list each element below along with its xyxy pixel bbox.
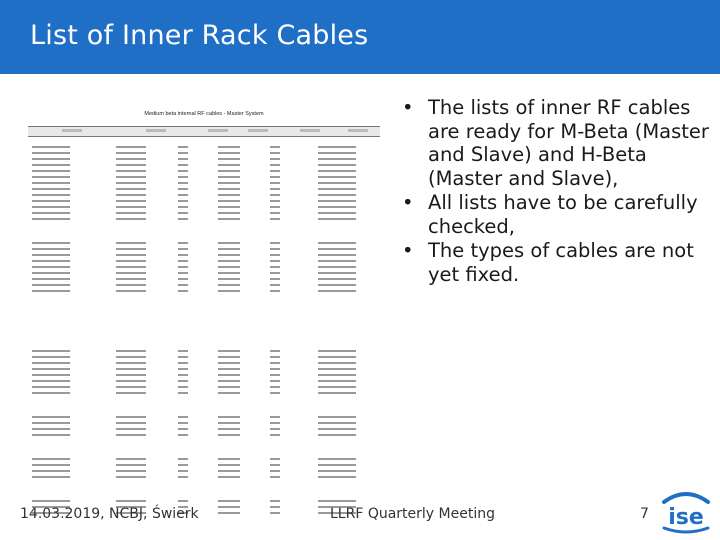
table-cell-placeholder — [218, 152, 240, 154]
table-caption: Medium beta internal RF cables - Master System — [144, 111, 264, 117]
table-cell-placeholder — [318, 416, 356, 418]
table-cell-placeholder — [270, 500, 280, 502]
table-cell-placeholder — [218, 476, 240, 478]
table-cell-placeholder — [270, 194, 280, 196]
table-cell-placeholder — [116, 374, 146, 376]
table-cell-placeholder — [178, 476, 188, 478]
table-cell-placeholder — [270, 392, 280, 394]
table-cell-placeholder — [318, 248, 356, 250]
table-cell-placeholder — [270, 350, 280, 352]
table-cell-placeholder — [318, 458, 356, 460]
table-cell-placeholder — [116, 272, 146, 274]
table-cell-placeholder — [116, 248, 146, 250]
table-cell-placeholder — [178, 194, 188, 196]
table-cell-placeholder — [318, 158, 356, 160]
table-cell-placeholder — [178, 422, 188, 424]
table-cell-placeholder — [32, 290, 70, 292]
table-cell-placeholder — [318, 152, 356, 154]
table-cell-placeholder — [32, 260, 70, 262]
table-cell-placeholder — [116, 266, 146, 268]
table-cell-placeholder — [218, 242, 240, 244]
table-cell-placeholder — [318, 266, 356, 268]
table-cell-placeholder — [178, 284, 188, 286]
table-cell-placeholder — [218, 422, 240, 424]
table-cell-placeholder — [270, 374, 280, 376]
table-cell-placeholder — [178, 350, 188, 352]
table-cell-placeholder — [218, 254, 240, 256]
table-cell-placeholder — [270, 146, 280, 148]
table-cell-placeholder — [178, 176, 188, 178]
table-cell-placeholder — [318, 392, 356, 394]
table-cell-placeholder — [116, 356, 146, 358]
table-cell-placeholder — [318, 470, 356, 472]
table-cell-placeholder — [178, 434, 188, 436]
table-cell-placeholder — [318, 170, 356, 172]
table-cell-placeholder — [116, 146, 146, 148]
table-cell-placeholder — [32, 194, 70, 196]
table-cell-placeholder — [178, 470, 188, 472]
title-bar — [0, 0, 720, 74]
table-cell-placeholder — [178, 170, 188, 172]
bullet-dot-icon: • — [402, 96, 414, 119]
table-cell-placeholder — [218, 176, 240, 178]
table-cell-placeholder — [318, 254, 356, 256]
table-cell-placeholder — [218, 500, 240, 502]
table-cell-placeholder — [218, 182, 240, 184]
table-cell-placeholder — [270, 242, 280, 244]
table-cell-placeholder — [116, 254, 146, 256]
table-cell-placeholder — [32, 368, 70, 370]
table-cell-placeholder — [270, 278, 280, 280]
table-cell-placeholder — [218, 416, 240, 418]
bullet-dot-icon: • — [402, 239, 414, 262]
table-cell-placeholder — [32, 422, 70, 424]
ise-logo — [658, 484, 714, 534]
table-cell-placeholder — [218, 272, 240, 274]
table-cell-placeholder — [32, 248, 70, 250]
table-cell-placeholder — [32, 434, 70, 436]
table-cell-placeholder — [218, 290, 240, 292]
table-cell-placeholder — [270, 206, 280, 208]
table-cell-placeholder — [116, 386, 146, 388]
table-cell-placeholder — [116, 476, 146, 478]
table-cell-placeholder — [218, 362, 240, 364]
table-header-cell-5 — [348, 129, 368, 132]
table-row — [28, 432, 380, 438]
table-cell-placeholder — [270, 428, 280, 430]
table-cell-placeholder — [116, 206, 146, 208]
table-cell-placeholder — [318, 278, 356, 280]
table-cell-placeholder — [116, 350, 146, 352]
table-cell-placeholder — [116, 380, 146, 382]
table-cell-placeholder — [218, 170, 240, 172]
table-cell-placeholder — [318, 164, 356, 166]
slide-title: List of Inner Rack Cables — [30, 20, 369, 51]
table-cell-placeholder — [218, 512, 240, 514]
table-cell-placeholder — [178, 392, 188, 394]
table-row — [28, 390, 380, 396]
table-cell-placeholder — [270, 506, 280, 508]
table-cell-placeholder — [178, 254, 188, 256]
table-header-cell-3 — [248, 129, 268, 132]
bullet-text: All lists have to be carefully checked, — [428, 191, 698, 238]
table-cell-placeholder — [270, 434, 280, 436]
table-cell-placeholder — [318, 260, 356, 262]
table-cell-placeholder — [32, 164, 70, 166]
table-cell-placeholder — [116, 278, 146, 280]
table-cell-placeholder — [178, 164, 188, 166]
table-cell-placeholder — [32, 476, 70, 478]
footer-date-location: 14.03.2019, NCBJ, Świerk — [20, 506, 199, 522]
table-cell-placeholder — [32, 152, 70, 154]
table-cell-placeholder — [270, 272, 280, 274]
table-cell-placeholder — [116, 188, 146, 190]
table-row — [28, 474, 380, 480]
table-cell-placeholder — [116, 176, 146, 178]
table-cell-placeholder — [178, 374, 188, 376]
table-cell-placeholder — [318, 434, 356, 436]
table-cell-placeholder — [116, 500, 146, 502]
table-cell-placeholder — [116, 422, 146, 424]
table-cell-placeholder — [218, 206, 240, 208]
table-cell-placeholder — [32, 362, 70, 364]
table-cell-placeholder — [218, 212, 240, 214]
table-cell-placeholder — [178, 242, 188, 244]
table-cell-placeholder — [116, 194, 146, 196]
table-cell-placeholder — [32, 392, 70, 394]
table-cell-placeholder — [270, 290, 280, 292]
table-cell-placeholder — [318, 386, 356, 388]
table-cell-placeholder — [178, 260, 188, 262]
table-cell-placeholder — [270, 380, 280, 382]
bullet-text: The types of cables are not yet fixed. — [428, 239, 694, 286]
table-cell-placeholder — [270, 170, 280, 172]
table-cell-placeholder — [116, 200, 146, 202]
table-cell-placeholder — [270, 266, 280, 268]
bullet-item — [392, 239, 710, 286]
table-cell-placeholder — [318, 194, 356, 196]
table-cell-placeholder — [318, 188, 356, 190]
table-cell-placeholder — [116, 470, 146, 472]
table-header-cell-1 — [146, 129, 166, 132]
table-cell-placeholder — [116, 428, 146, 430]
table-cell-placeholder — [270, 176, 280, 178]
table-cell-placeholder — [270, 458, 280, 460]
table-cell-placeholder — [32, 470, 70, 472]
table-cell-placeholder — [178, 200, 188, 202]
table-cell-placeholder — [318, 284, 356, 286]
table-cell-placeholder — [32, 158, 70, 160]
table-cell-placeholder — [218, 458, 240, 460]
table-cell-placeholder — [32, 182, 70, 184]
table-cell-placeholder — [32, 386, 70, 388]
table-cell-placeholder — [318, 200, 356, 202]
table-cell-placeholder — [32, 200, 70, 202]
table-cell-placeholder — [270, 248, 280, 250]
table-cell-placeholder — [218, 146, 240, 148]
table-cell-placeholder — [270, 464, 280, 466]
table-cell-placeholder — [32, 464, 70, 466]
table-cell-placeholder — [32, 428, 70, 430]
table-cell-placeholder — [218, 164, 240, 166]
table-cell-placeholder — [32, 188, 70, 190]
table-cell-placeholder — [218, 428, 240, 430]
table-header-cell-0 — [62, 129, 82, 132]
table-cell-placeholder — [270, 188, 280, 190]
table-cell-placeholder — [178, 416, 188, 418]
table-cell-placeholder — [32, 242, 70, 244]
table-cell-placeholder — [32, 458, 70, 460]
table-cell-placeholder — [218, 284, 240, 286]
table-cell-placeholder — [116, 182, 146, 184]
table-cell-placeholder — [116, 152, 146, 154]
table-cell-placeholder — [270, 362, 280, 364]
table-cell-placeholder — [318, 242, 356, 244]
table-cell-placeholder — [270, 386, 280, 388]
table-cell-placeholder — [32, 218, 70, 220]
table-cell-placeholder — [32, 416, 70, 418]
table-cell-placeholder — [318, 422, 356, 424]
table-cell-placeholder — [116, 164, 146, 166]
table-cell-placeholder — [218, 218, 240, 220]
table-cell-placeholder — [318, 272, 356, 274]
table-cell-placeholder — [218, 200, 240, 202]
table-cell-placeholder — [32, 254, 70, 256]
table-cell-placeholder — [178, 272, 188, 274]
table-cell-placeholder — [178, 158, 188, 160]
table-cell-placeholder — [178, 188, 188, 190]
table-cell-placeholder — [116, 242, 146, 244]
table-cell-placeholder — [178, 212, 188, 214]
table-cell-placeholder — [32, 146, 70, 148]
table-cell-placeholder — [318, 146, 356, 148]
table-cell-placeholder — [270, 212, 280, 214]
table-cell-placeholder — [318, 176, 356, 178]
table-cell-placeholder — [178, 428, 188, 430]
table-cell-placeholder — [270, 368, 280, 370]
table-cell-placeholder — [178, 266, 188, 268]
table-cell-placeholder — [32, 278, 70, 280]
table-cell-placeholder — [32, 266, 70, 268]
table-cell-placeholder — [318, 428, 356, 430]
page-number: 7 — [640, 506, 649, 522]
table-cell-placeholder — [318, 206, 356, 208]
table-cell-placeholder — [218, 374, 240, 376]
table-row — [28, 216, 380, 222]
table-cell-placeholder — [270, 356, 280, 358]
table-cell-placeholder — [318, 212, 356, 214]
table-cell-placeholder — [32, 212, 70, 214]
table-cell-placeholder — [318, 500, 356, 502]
table-cell-placeholder — [178, 380, 188, 382]
table-cell-placeholder — [178, 290, 188, 292]
table-cell-placeholder — [218, 194, 240, 196]
table-cell-placeholder — [178, 500, 188, 502]
footer-meeting-name: LLRF Quarterly Meeting — [330, 506, 495, 522]
table-cell-placeholder — [32, 284, 70, 286]
table-cell-placeholder — [270, 182, 280, 184]
table-cell-placeholder — [218, 260, 240, 262]
table-cell-placeholder — [178, 386, 188, 388]
cable-table — [28, 108, 380, 470]
table-cell-placeholder — [270, 284, 280, 286]
table-cell-placeholder — [116, 212, 146, 214]
bullet-text: The lists of inner RF cables are ready for M-Beta (Master and Slave) and H-Beta (Master and Slave), — [428, 96, 709, 190]
bullet-dot-icon: • — [402, 191, 414, 214]
table-cell-placeholder — [116, 260, 146, 262]
table-cell-placeholder — [116, 290, 146, 292]
table-cell-placeholder — [32, 170, 70, 172]
table-cell-placeholder — [318, 464, 356, 466]
table-cell-placeholder — [318, 476, 356, 478]
table-cell-placeholder — [178, 362, 188, 364]
table-cell-placeholder — [32, 272, 70, 274]
table-cell-placeholder — [178, 206, 188, 208]
table-cell-placeholder — [32, 356, 70, 358]
table-cell-placeholder — [270, 416, 280, 418]
table-cell-placeholder — [178, 146, 188, 148]
table-cell-placeholder — [32, 500, 70, 502]
table-cell-placeholder — [270, 254, 280, 256]
table-cell-placeholder — [32, 374, 70, 376]
table-cell-placeholder — [116, 158, 146, 160]
table-cell-placeholder — [218, 386, 240, 388]
table-cell-placeholder — [218, 350, 240, 352]
table-cell-placeholder — [270, 164, 280, 166]
table-header-cell-4 — [300, 129, 320, 132]
table-cell-placeholder — [116, 368, 146, 370]
table-cell-placeholder — [218, 278, 240, 280]
table-cell-placeholder — [32, 380, 70, 382]
table-cell-placeholder — [270, 218, 280, 220]
bullet-item — [392, 96, 710, 190]
table-cell-placeholder — [116, 416, 146, 418]
table-cell-placeholder — [178, 368, 188, 370]
table-header-cell-2 — [208, 129, 228, 132]
table-cell-placeholder — [270, 512, 280, 514]
table-cell-placeholder — [270, 476, 280, 478]
table-cell-placeholder — [270, 260, 280, 262]
table-cell-placeholder — [318, 380, 356, 382]
table-cell-placeholder — [218, 506, 240, 508]
table-cell-placeholder — [218, 464, 240, 466]
table-cell-placeholder — [218, 434, 240, 436]
table-cell-placeholder — [218, 356, 240, 358]
table-cell-placeholder — [178, 278, 188, 280]
table-cell-placeholder — [178, 248, 188, 250]
table-cell-placeholder — [218, 158, 240, 160]
table-header — [28, 126, 380, 137]
table-cell-placeholder — [270, 152, 280, 154]
table-cell-placeholder — [32, 206, 70, 208]
table-cell-placeholder — [318, 356, 356, 358]
table-cell-placeholder — [218, 368, 240, 370]
table-cell-placeholder — [318, 350, 356, 352]
table-cell-placeholder — [218, 248, 240, 250]
bullet-item — [392, 191, 710, 238]
table-cell-placeholder — [318, 368, 356, 370]
table-cell-placeholder — [178, 218, 188, 220]
table-cell-placeholder — [178, 356, 188, 358]
table-cell-placeholder — [270, 470, 280, 472]
table-cell-placeholder — [178, 152, 188, 154]
table-cell-placeholder — [218, 392, 240, 394]
table-cell-placeholder — [318, 290, 356, 292]
table-cell-placeholder — [270, 200, 280, 202]
table-cell-placeholder — [270, 422, 280, 424]
table-cell-placeholder — [270, 158, 280, 160]
table-cell-placeholder — [116, 464, 146, 466]
table-cell-placeholder — [116, 434, 146, 436]
table-cell-placeholder — [32, 350, 70, 352]
table-cell-placeholder — [116, 170, 146, 172]
table-cell-placeholder — [318, 182, 356, 184]
table-cell-placeholder — [116, 392, 146, 394]
bullet-list — [392, 96, 710, 287]
table-cell-placeholder — [178, 458, 188, 460]
table-row — [28, 288, 380, 294]
logo-text: ise — [668, 505, 704, 530]
table-cell-placeholder — [32, 176, 70, 178]
table-cell-placeholder — [318, 362, 356, 364]
table-cell-placeholder — [218, 266, 240, 268]
table-cell-placeholder — [178, 182, 188, 184]
table-cell-placeholder — [116, 362, 146, 364]
table-cell-placeholder — [218, 188, 240, 190]
table-cell-placeholder — [116, 284, 146, 286]
table-cell-placeholder — [116, 218, 146, 220]
table-cell-placeholder — [116, 458, 146, 460]
table-cell-placeholder — [178, 464, 188, 466]
table-cell-placeholder — [218, 380, 240, 382]
table-cell-placeholder — [218, 470, 240, 472]
table-cell-placeholder — [318, 374, 356, 376]
table-cell-placeholder — [318, 218, 356, 220]
